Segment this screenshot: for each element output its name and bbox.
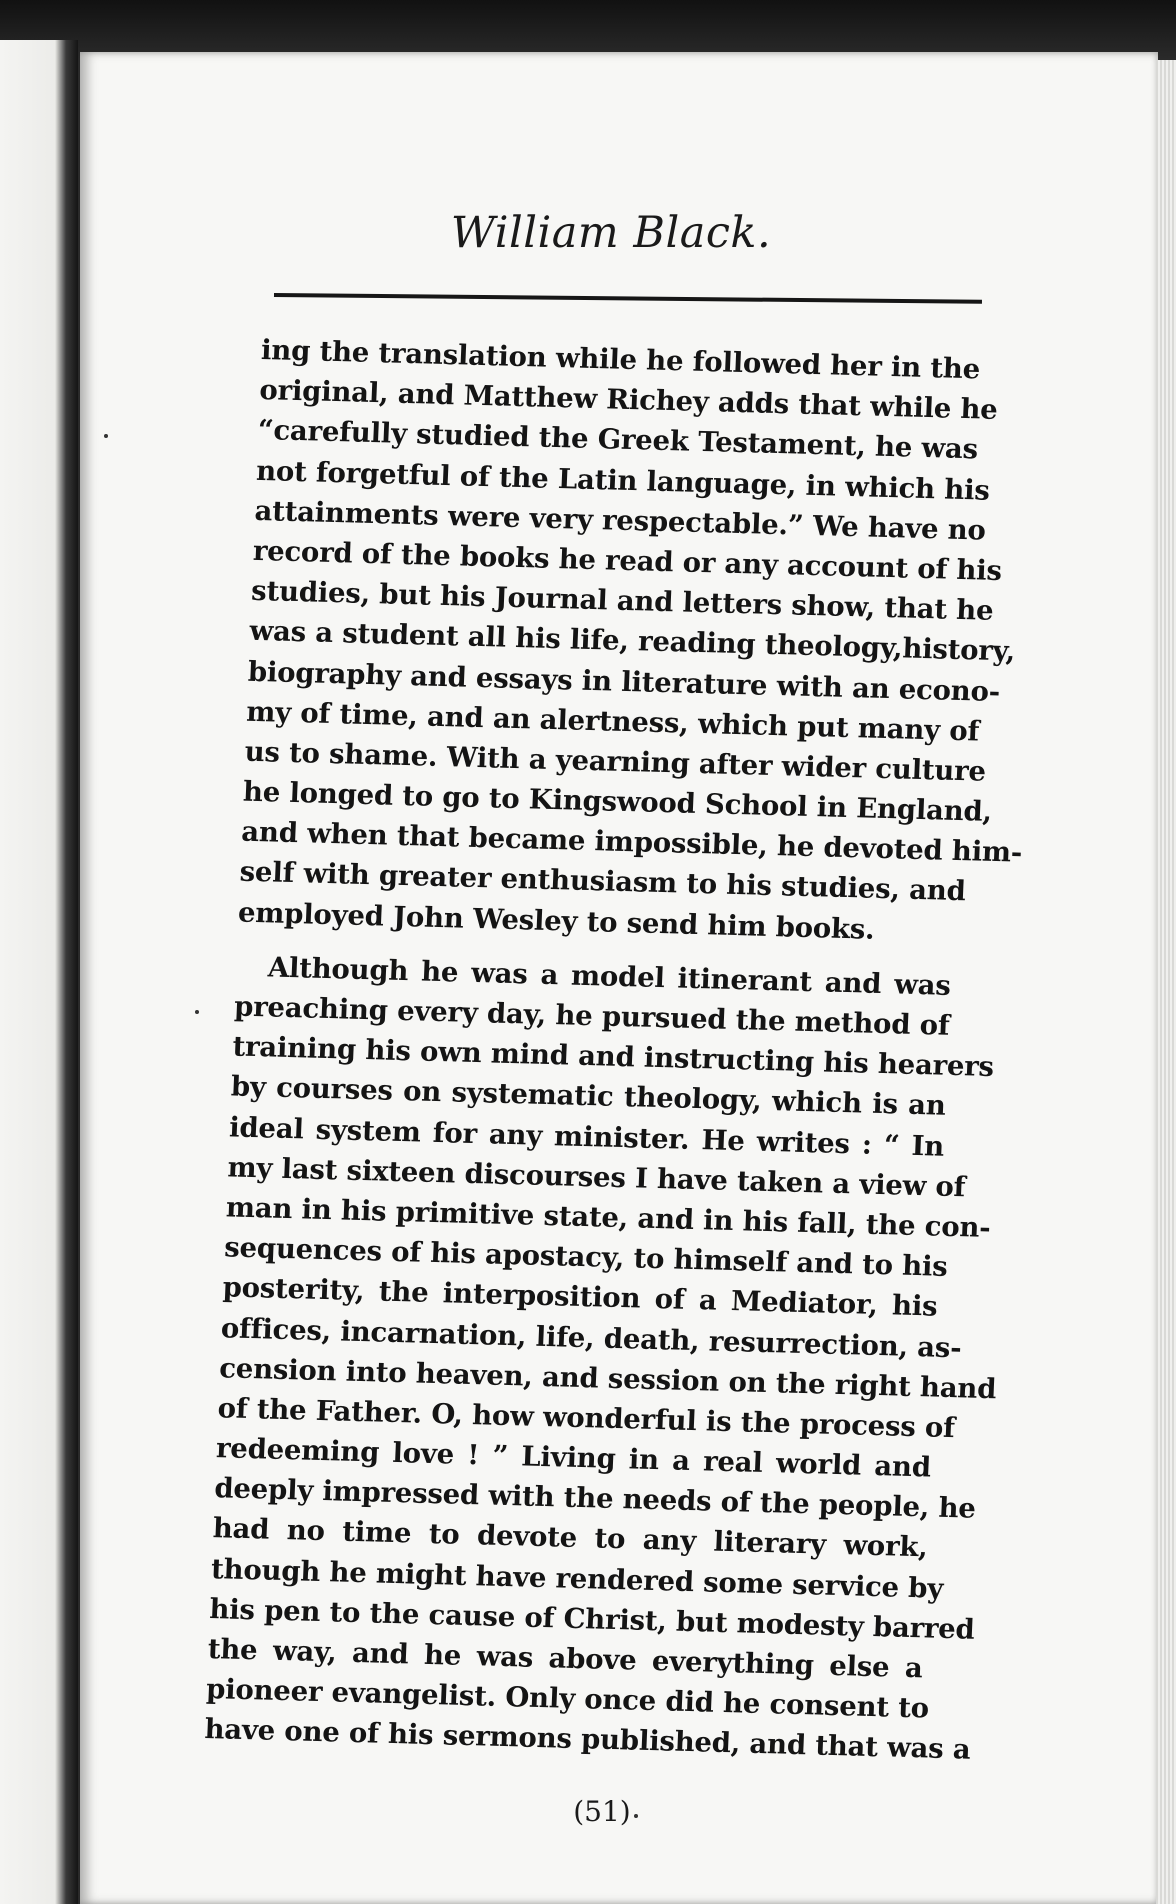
text-line: of the Father. O, how wonderful is the process of xyxy=(217,1392,956,1445)
text-line: redeeming love ! ” Living in a real world and xyxy=(215,1432,932,1484)
text-line: by courses on systematic theology, which is an xyxy=(230,1070,947,1123)
text-line: though he might have rendered some service by xyxy=(210,1552,944,1605)
text-line: self with greater enthusiasm to his studies, and xyxy=(239,856,967,908)
body-text xyxy=(203,330,1023,1769)
text-line: have one of his sermons published, and that was a xyxy=(203,1713,972,1767)
text-line: cension into heaven, and session on the right hand xyxy=(218,1351,997,1405)
text-line: had no time to devote to any literary work, xyxy=(212,1512,929,1564)
text-line: not forgetful of the Latin language, in which his xyxy=(255,454,991,507)
running-head: William Black. xyxy=(450,208,772,258)
text-line: was a student all his life, reading theology,history, xyxy=(248,615,1016,668)
scan-speck xyxy=(195,1010,199,1014)
page-number: (51) xyxy=(573,1795,631,1828)
text-line: his pen to the cause of Christ, but modesty barred xyxy=(208,1592,976,1646)
text-line: offices, incarnation, life, death, resurrection, as- xyxy=(220,1311,963,1364)
text-line: record of the books he read or any account of his xyxy=(252,534,1003,588)
text-line: us to shame. With a yearning after wider culture xyxy=(244,735,987,788)
text-line: my of time, and an alertness, which put many of xyxy=(245,695,980,748)
text-line: employed John Wesley to send him books. xyxy=(237,896,876,946)
paragraph-2 xyxy=(203,946,997,1768)
text-line: the way, and he was above everything else a xyxy=(207,1633,924,1685)
text-line: man in his primitive state, and in his fall, the con- xyxy=(225,1191,992,1244)
text-line: sequences of his apostacy, to himself and to his xyxy=(223,1231,949,1283)
page-stack-edge xyxy=(1156,60,1176,1904)
text-line: he longed to go to Kingswood School in England, xyxy=(242,775,993,828)
text-line: pioneer evangelist. Only once did he consent to xyxy=(205,1673,930,1725)
text-line: “carefully studied the Greek Testament, he was xyxy=(257,414,979,466)
text-line: attainments were very respectable.” We have no xyxy=(253,494,987,547)
text-line: and when that became impossible, he devoted him- xyxy=(240,815,1023,869)
text-line: ing the translation while he followed her in the xyxy=(260,333,981,386)
text-line: posterity, the interposition of a Mediator, his xyxy=(222,1271,939,1323)
text-line: preaching every day, he pursued the method of xyxy=(233,990,951,1042)
text-line: studies, but his Journal and letters show, that he xyxy=(250,574,995,627)
facing-page-edge xyxy=(0,40,78,1904)
text-line: ideal system for any minister. He writes : “ In xyxy=(228,1110,945,1163)
paragraph-1 xyxy=(237,330,1023,952)
text-line: training his own mind and instructing his hearers xyxy=(231,1030,995,1084)
text-line: biography and essays in literature with an econo- xyxy=(247,655,1001,708)
text-line: my last sixteen discourses I have taken a view of xyxy=(226,1151,966,1204)
text-line: original, and Matthew Richey adds that while he xyxy=(258,374,999,427)
text-line: deeply impressed with the needs of the people, he xyxy=(213,1472,977,1525)
text-line: Although he was a model itinerant and was xyxy=(267,951,952,1002)
scan-speck xyxy=(104,434,108,438)
scan-speck xyxy=(634,1814,638,1818)
